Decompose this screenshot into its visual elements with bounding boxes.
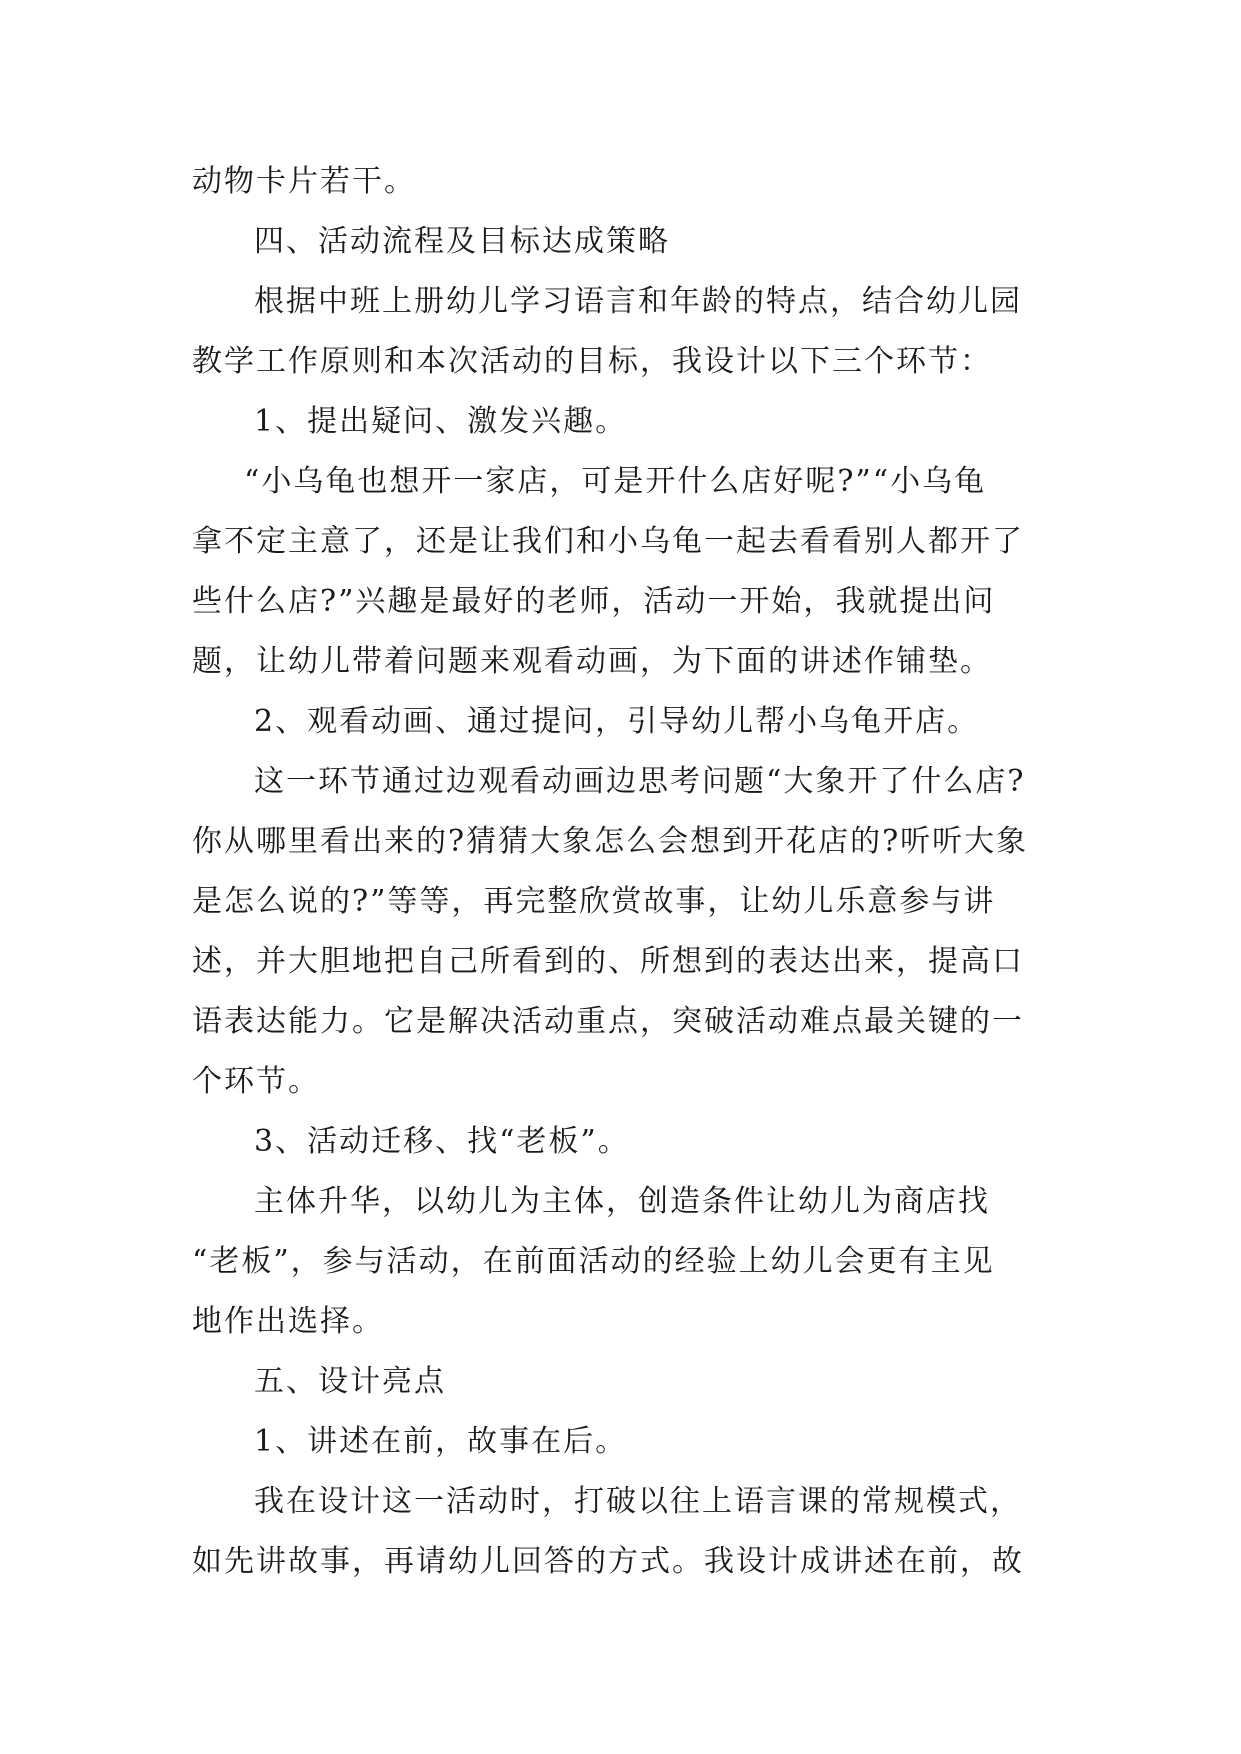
text-line: 地作出选择。 <box>192 1304 384 1339</box>
text-line: “老板”，参与活动，在前面活动的经验上幼儿会更有主见 <box>192 1244 995 1279</box>
text-line: 主体升华，以幼儿为主体，创造条件让幼儿为商店找 <box>254 1184 990 1219</box>
subheading: 2、观看动画、通过提问，引导幼儿帮小乌龟开店。 <box>254 704 980 739</box>
text-line: 你从哪里看出来的?猜猜大象怎么会想到开花店的?听听大象 <box>192 824 1029 859</box>
document-body <box>192 152 1052 1592</box>
text-line: 题，让幼儿带着问题来观看动画，为下面的讲述作铺垫。 <box>192 644 992 679</box>
text-line: 根据中班上册幼儿学习语言和年龄的特点，结合幼儿园 <box>254 284 1022 319</box>
text-line: 我在设计这一活动时，打破以往上语言课的常规模式， <box>254 1484 1022 1519</box>
text-line: 些什么店?”兴趣是最好的老师，活动一开始，我就提出问 <box>192 584 996 619</box>
subheading: 1、讲述在前，故事在后。 <box>254 1424 628 1459</box>
text-line: 这一环节通过边观看动画边思考问题“大象开了什么店? <box>254 764 1026 799</box>
text-line: 个环节。 <box>192 1064 320 1099</box>
subheading: 1、提出疑问、激发兴趣。 <box>254 404 628 439</box>
text-line: 述，并大胆地把自己所看到的、所想到的表达出来，提高口 <box>192 944 1024 979</box>
subheading: 3、活动迁移、找“老板”。 <box>254 1124 630 1159</box>
section-heading: 五、设计亮点 <box>254 1364 446 1399</box>
text-line: 动物卡片若干。 <box>192 164 416 199</box>
text-line: “小乌龟也想开一家店，可是开什么店好呢?”“小乌龟 <box>244 464 987 499</box>
text-line: 是怎么说的?”等等，再完整欣赏故事，让幼儿乐意参与讲 <box>192 884 996 919</box>
text-line: 拿不定主意了，还是让我们和小乌龟一起去看看别人都开了 <box>192 524 1024 559</box>
section-heading: 四、活动流程及目标达成策略 <box>254 224 670 259</box>
text-line: 如先讲故事，再请幼儿回答的方式。我设计成讲述在前，故 <box>192 1544 1024 1579</box>
text-line: 教学工作原则和本次活动的目标，我设计以下三个环节： <box>192 344 992 379</box>
text-line: 语表达能力。它是解决活动重点，突破活动难点最关键的一 <box>192 1004 1024 1039</box>
